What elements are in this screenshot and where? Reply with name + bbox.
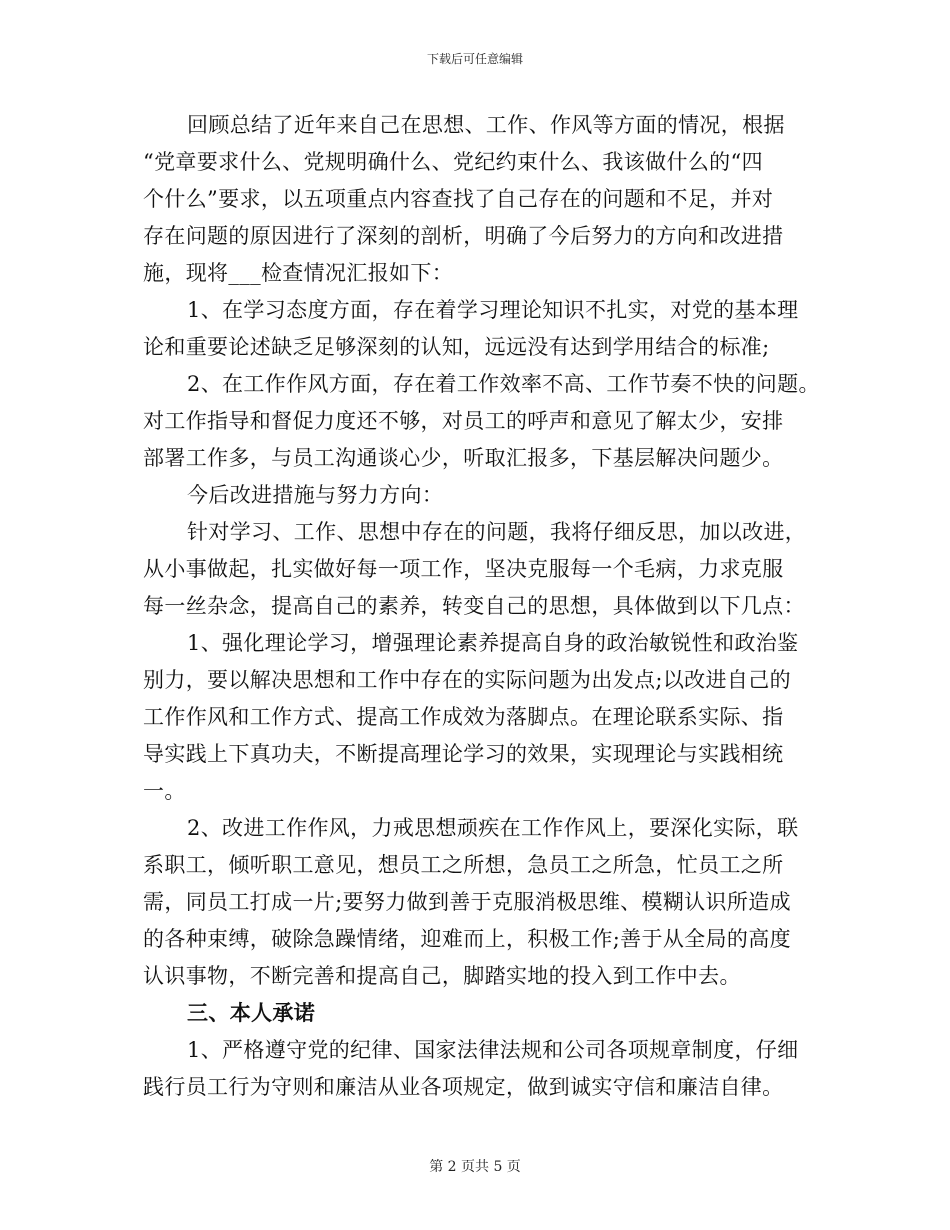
page-number: 第 2 页共 5 页 [429,1159,521,1175]
body-line: 导实践上下真功夫，不断提高理论学习的效果，实现理论与实践相统 [143,742,784,766]
section-heading: 三、本人承诺 [187,1001,316,1025]
body-line: 对工作指导和督促力度还不够，对员工的呼声和意见了解太少，安排 [143,409,784,433]
page-header-note: 下载后可任意编辑 [426,52,523,66]
body-line: 践行员工行为守则和廉洁从业各项规定，做到诚实守信和廉洁自律。 [143,1075,784,1099]
body-line: “党章要求什么、党规明确什么、党纪约束什么、我该做什么的“四 [143,150,763,174]
body-line: 需，同员工打成一片;要努力做到善于克服消极思维、模糊认识所造成 [143,890,791,914]
body-line: 一。 [143,779,186,803]
body-line: 系职工，倾听职工意见，想员工之所想，急员工之所急，忙员工之所 [143,853,784,877]
body-line: 今后改进措施与努力方向： [187,483,444,507]
body-line: 针对学习、工作、思想中存在的问题，我将仔细反思，加以改进， [187,520,807,544]
body-line: 存在问题的原因进行了深刻的剖析，明确了今后努力的方向和改进措 [143,224,784,248]
body-line: 回顾总结了近年来自己在思想、工作、作风等方面的情况，根据 [187,113,785,137]
body-line: 每一丝杂念，提高自己的素养，转变自己的思想，具体做到以下几点： [143,594,805,618]
body-line: 2、在工作作风方面，存在着工作效率不高、工作节奏不快的问题。 [187,372,820,396]
body-line: 个什么”要求，以五项重点内容查找了自己存在的问题和不足，并对 [143,187,774,211]
body-line: 别力，要以解决思想和工作中存在的实际问题为出发点;以改进自己的 [143,668,791,692]
body-line: 的各种束缚，破除急躁情绪，迎难而上，积极工作;善于从全局的高度 [143,927,791,951]
body-line: 部署工作多，与员工沟通谈心少，听取汇报多，下基层解决问题少。 [143,446,784,470]
body-line: 论和重要论述缺乏足够深刻的认知，远远没有达到学用结合的标准; [143,335,770,359]
body-line: 1、严格遵守党的纪律、国家法律法规和公司各项规章制度，仔细 [187,1038,799,1062]
body-line: 从小事做起，扎实做好每一项工作，坚决克服每一个毛病，力求克服 [143,557,784,581]
body-line: 1、在学习态度方面，存在着学习理论知识不扎实，对党的基本理 [187,298,799,322]
body-line: 工作作风和工作方式、提高工作成效为落脚点。在理论联系实际、指 [143,705,784,729]
body-line: 施，现将___检查情况汇报如下： [143,261,454,285]
body-line: 2、改进工作作风，力戒思想顽疾在工作作风上，要深化实际，联 [187,816,799,840]
body-line: 1、强化理论学习，增强理论素养提高自身的政治敏锐性和政治鉴 [187,631,799,655]
body-line: 认识事物，不断完善和提高自己，脚踏实地的投入到工作中去。 [143,964,741,988]
